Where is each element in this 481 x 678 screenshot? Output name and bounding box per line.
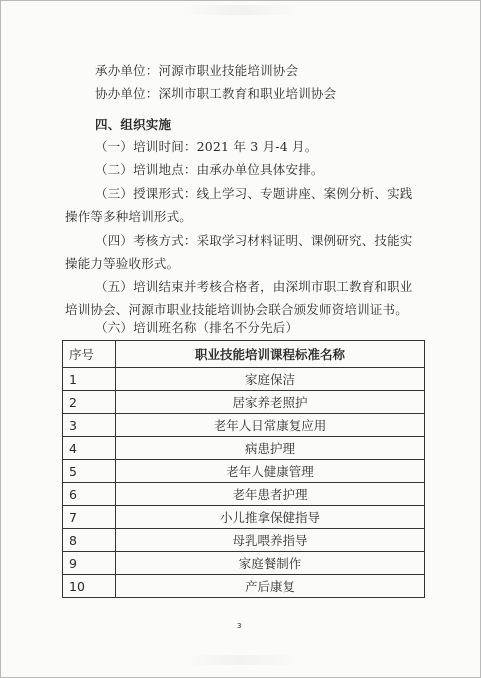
row-no: 8 — [63, 529, 116, 552]
table-row — [63, 575, 425, 598]
header-no: 序号 — [63, 341, 116, 368]
row-course-name: 老年人健康管理 — [116, 460, 425, 483]
table-row — [63, 414, 425, 437]
certificate-line1: （五）培训结束并考核合格者，由深圳市职工教育和职业 — [95, 279, 413, 294]
assessment-line2: 操能力等验收形式。 — [65, 256, 180, 271]
co-host-organizer: 协办单位：深圳市职工教育和职业培训协会 — [95, 86, 337, 101]
table-row — [63, 368, 425, 391]
course-table — [62, 340, 425, 598]
training-location: （二）培训地点：由承办单位具体安排。 — [95, 162, 324, 177]
table-row — [63, 391, 425, 414]
row-course-name: 老年人日常康复应用 — [116, 414, 425, 437]
course-list-title: （六）培训班名称（排名不分先后） — [95, 320, 299, 335]
row-course-name: 家庭保洁 — [116, 368, 425, 391]
table-row — [63, 506, 425, 529]
scan-smudge-top — [181, 5, 301, 15]
row-course-name: 母乳喂养指导 — [116, 529, 425, 552]
assessment-line1: （四）考核方式：采取学习材料证明、课例研究、技能实 — [95, 233, 413, 248]
scan-smudge-bottom — [181, 655, 301, 665]
row-no: 6 — [63, 483, 116, 506]
training-time: （一）培训时间：2021 年 3 月-4 月。 — [95, 139, 318, 154]
table-body — [63, 368, 425, 598]
host-organizer: 承办单位：河源市职业技能培训协会 — [95, 63, 299, 78]
row-no: 4 — [63, 437, 116, 460]
teaching-format-line1: （三）授课形式：线上学习、专题讲座、案例分析、实践 — [95, 186, 413, 201]
row-no: 7 — [63, 506, 116, 529]
table-row — [63, 437, 425, 460]
row-no: 9 — [63, 552, 116, 575]
section-title: 四、组织实施 — [95, 117, 172, 132]
row-course-name: 老年患者护理 — [116, 483, 425, 506]
page-number: 3 — [237, 622, 242, 630]
row-no: 3 — [63, 414, 116, 437]
table-row — [63, 529, 425, 552]
certificate-line2: 培训协会、河源市职业技能培训协会联合颁发师资培训证书。 — [65, 302, 408, 317]
row-course-name: 居家养老照护 — [116, 391, 425, 414]
table-header-row — [63, 341, 425, 368]
row-course-name: 家庭餐制作 — [116, 552, 425, 575]
row-no: 1 — [63, 368, 116, 391]
row-no: 10 — [63, 575, 116, 598]
row-course-name: 病患护理 — [116, 437, 425, 460]
row-no: 2 — [63, 391, 116, 414]
teaching-format-line2: 操作等多种培训形式。 — [65, 209, 193, 224]
header-course-name: 职业技能培训课程标准名称 — [116, 341, 425, 368]
table-row — [63, 552, 425, 575]
table-row — [63, 483, 425, 506]
row-no: 5 — [63, 460, 116, 483]
row-course-name: 小儿推拿保健指导 — [116, 506, 425, 529]
row-course-name: 产后康复 — [116, 575, 425, 598]
table-row — [63, 460, 425, 483]
